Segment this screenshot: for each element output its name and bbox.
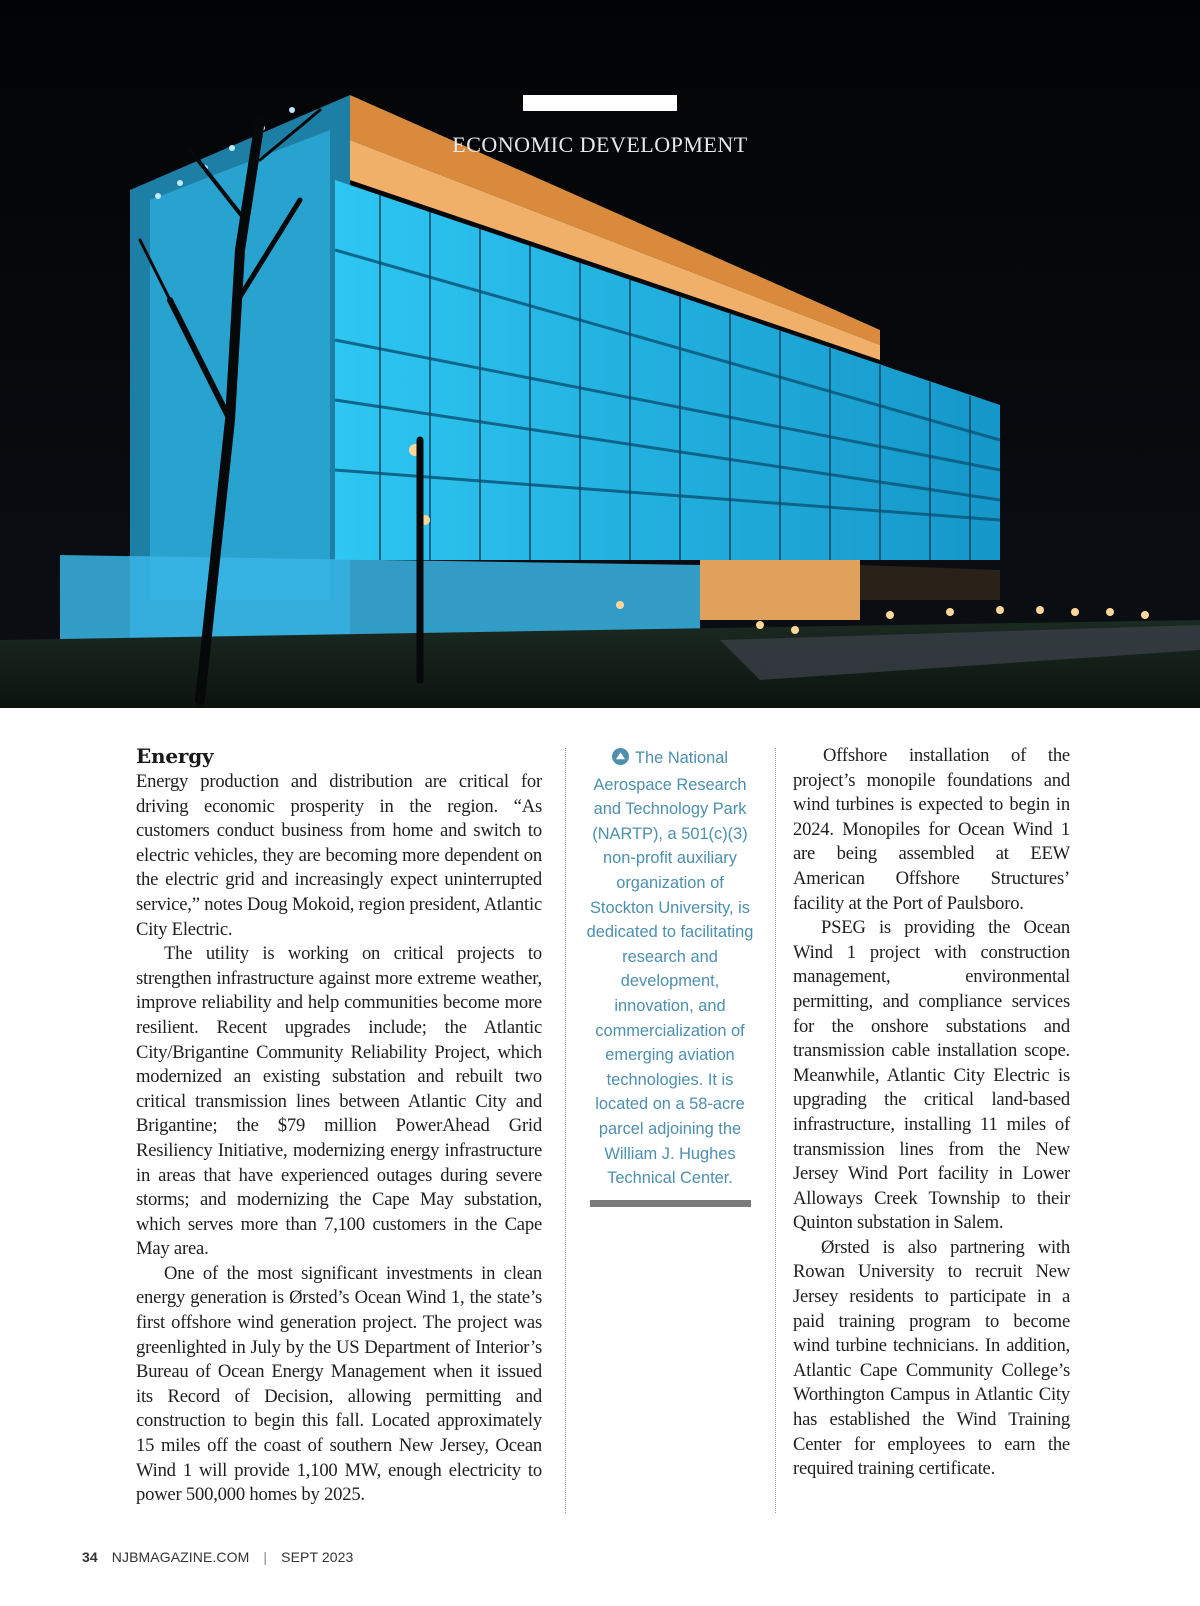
- page-number: 34: [82, 1549, 98, 1565]
- photo-caption: [586, 746, 754, 1191]
- hero-photo: [0, 0, 1200, 708]
- article-paragraph: Offshore installation of the project’s monopile foundations and wind turbines is expected to begin in 2024. Monopiles for Ocean Wind 1 are being assembled at EEW American Offshore Structures’ facility at the Port of Paulsboro.: [793, 745, 1070, 914]
- caption-rule: [590, 1200, 751, 1207]
- article-paragraph: Ørsted is also partnering with Rowan University to recruit New Jersey residents to participate in a paid training program to become wind turbine technicians. In addition, Atlantic Cape Community College’s Worthington Campus in Atlantic City has established the Wind Training Center for employees to earn the required training certificate.: [793, 1236, 1070, 1480]
- column-divider: [565, 748, 566, 1513]
- caption-text: The National Aerospace Research and Technology Park (NARTP), a 501(c)(3) non-profit auxiliary organization of Stockton University, is dedicated to facilitating research and development, innovation, and commercialization of emerging aviation technologies. It is located on a 58-acre parcel adjoining the William J. Hughes Technical Center.: [586, 749, 754, 1188]
- article-paragraph: The utility is working on critical projects to strengthen infrastructure against more extreme weather, improve reliability and help communities become more resilient. Recent upgrades include; the Atlantic City/Brigantine Community Reliability Project, which modernized an existing substation and rebuilt two critical transmission lines between Atlantic City and Brigantine; the $79 million PowerAhead Grid Resiliency Initiative, modernizing energy infrastructure in areas that have experienced outages during severe storms; and modernizing the Cape May substation, which serves more than 7,100 customers in the Cape May area.: [136, 943, 542, 1260]
- column-divider: [775, 748, 776, 1513]
- article-heading: Energy: [136, 744, 214, 768]
- article-paragraph: Energy production and distribution are critical for driving economic prosperity in the region. “As customers conduct business from home and switch to electric vehicles, they are becoming more dependent on the electric grid and increasingly expect uninterrupted service,” notes Doug Mokoid, region president, Atlantic City Electric.: [136, 771, 542, 940]
- footer-site: NJBMAGAZINE.COM: [111, 1549, 250, 1565]
- article-paragraph: PSEG is providing the Ocean Wind 1 project with construction management, environmental permitting, and compliance services for the onshore substations and transmission cable installation scope. Meanwhile, Atlantic City Electric is upgrading the critical land-based infrastructure, installing 11 miles of transmission lines from the New Jersey Wind Port facility in Lower Alloways Creek Township to their Quinton substation in Salem.: [793, 917, 1070, 1234]
- footer-separator: |: [263, 1549, 268, 1565]
- article-column-right: [793, 744, 1070, 1482]
- section-marker-bar: [523, 95, 677, 111]
- article-column-left: [136, 742, 542, 1508]
- page-footer: [82, 1549, 353, 1565]
- footer-issue: SEPT 2023: [281, 1549, 354, 1565]
- section-label: ECONOMIC DEVELOPMENT: [452, 132, 748, 157]
- article-paragraph: One of the most significant investments in clean energy generation is Ørsted’s Ocean Wind 1, the state’s first offshore wind generation project. The project was greenlighted in July by the US Department of Interior’s Bureau of Ocean Energy Management when it issued its Record of Decision, allowing permitting and construction to begin this fall. Located approximately 15 miles off the coast of southern New Jersey, Ocean Wind 1 will provide 1,100 MW, enough electricity to power 500,000 homes by 2025.: [136, 1262, 542, 1506]
- triangle-up-circle-icon: [612, 748, 629, 773]
